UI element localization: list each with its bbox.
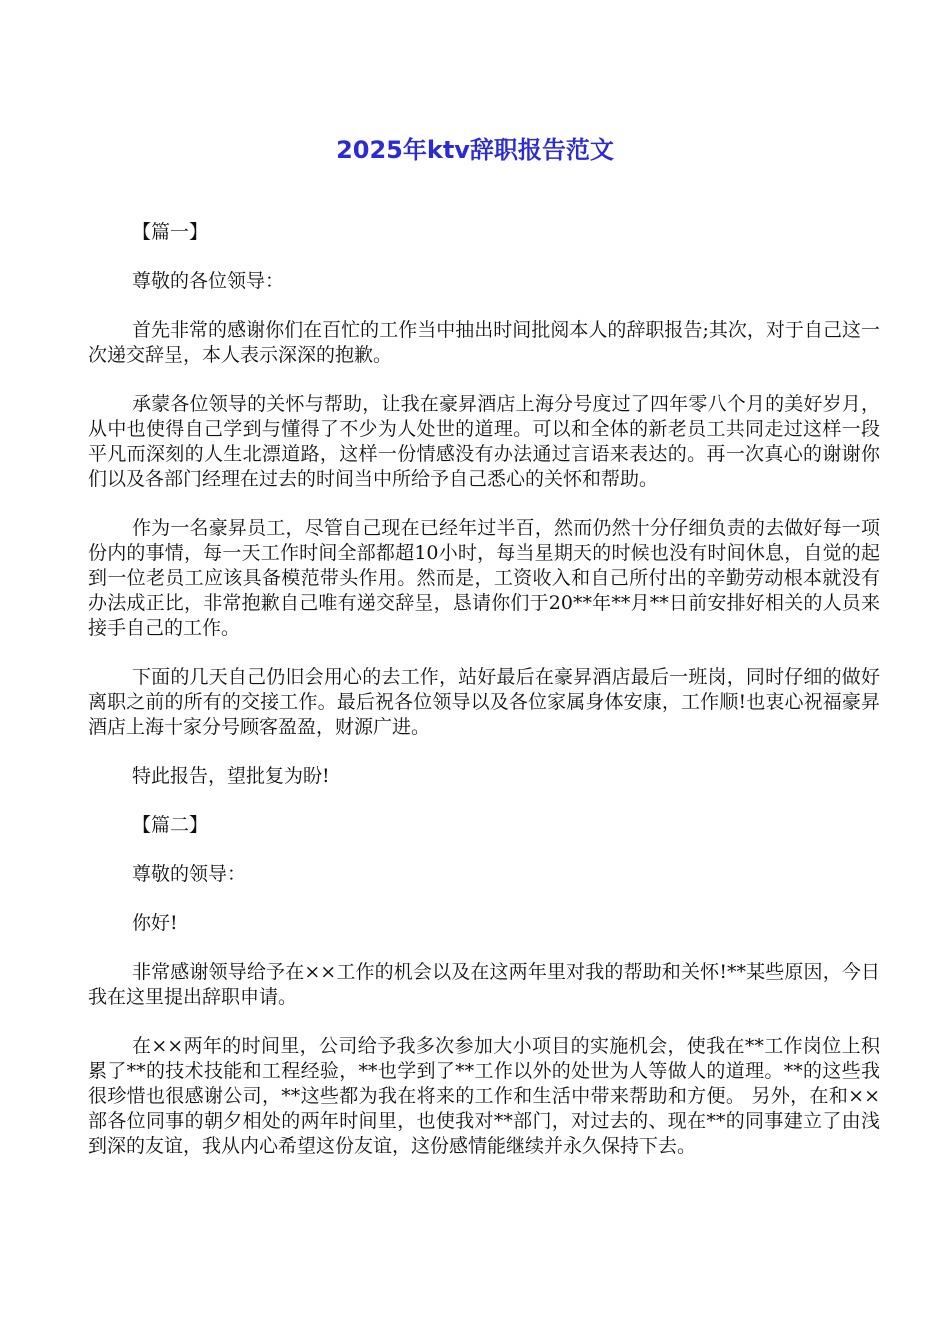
section-heading-1: 【篇一】 (132, 221, 209, 243)
salutation: 尊敬的领导： (132, 863, 247, 885)
greeting: 你好! (132, 912, 178, 934)
body-paragraph: 下面的几天自己仍旧会用心的去工作，站好最后在豪昇酒店最后一班岗，同时仔细的做好离职之前的所有的交接工作。最后祝各位领导以及各位家属身体安康，工作顺!也衷心祝福豪昇酒店上海十家分号顾客盈盈，财源广进。 (88, 666, 880, 738)
document-title: 2025年ktv辞职报告范文 (336, 136, 614, 164)
salutation: 尊敬的各位领导： (132, 270, 285, 292)
body-paragraph: 非常感谢领导给予在××工作的机会以及在这两年里对我的帮助和关怀!**某些原因，今日我在这里提出辞职申请。 (88, 961, 880, 1008)
document-body (88, 220, 880, 1183)
body-paragraph: 承蒙各位领导的关怀与帮助，让我在豪昇酒店上海分号度过了四年零八个月的美好岁月，从中也使得自己学到与懂得了不少为人处世的道理。可以和全体的新老员工共同走过这样一段平凡而深刻的人生北漂道路，这样一份情感没有办法通过言语来表达的。再一次真心的谢谢你们以及各部门经理在过去的时间当中所给予自己悉心的关怀和帮助。 (88, 393, 880, 490)
body-paragraph: 首先非常的感谢你们在百忙的工作当中抽出时间批阅本人的辞职报告;其次，对于自己这一次递交辞呈，本人表示深深的抱歉。 (88, 319, 880, 366)
closing-line: 特此报告，望批复为盼! (132, 765, 330, 787)
body-paragraph: 在××两年的时间里，公司给予我多次参加大小项目的实施机会，使我在**工作岗位上积累了**的技术技能和工程经验，**也学到了**工作以外的处世为人等做人的道理。**的这些我很珍惜也很感谢公司，**这些都为我在将来的工作和生活中带来帮助和方便。 另外，在和××部各位同事的朝夕相处的两年时间里，也使我对**部门，对过去的、现在**的同事建立了由浅到深的友谊，我从内心希望这份友谊，这份感情能继续并永久保持下去。 (88, 1035, 880, 1157)
section-heading-2: 【篇二】 (132, 814, 209, 836)
body-paragraph: 作为一名豪昇员工，尽管自己现在已经年过半百，然而仍然十分仔细负责的去做好每一项份内的事情，每一天工作时间全部都超10小时，每当星期天的时候也没有时间休息，自觉的起到一位老员工应该具备模范带头作用。然而是，工资收入和自己所付出的辛勤劳动根本就没有办法成正比，非常抱歉自己唯有递交辞呈，恳请你们于20**年**月**日前安排好相关的人员来接手自己的工作。 (88, 517, 880, 639)
